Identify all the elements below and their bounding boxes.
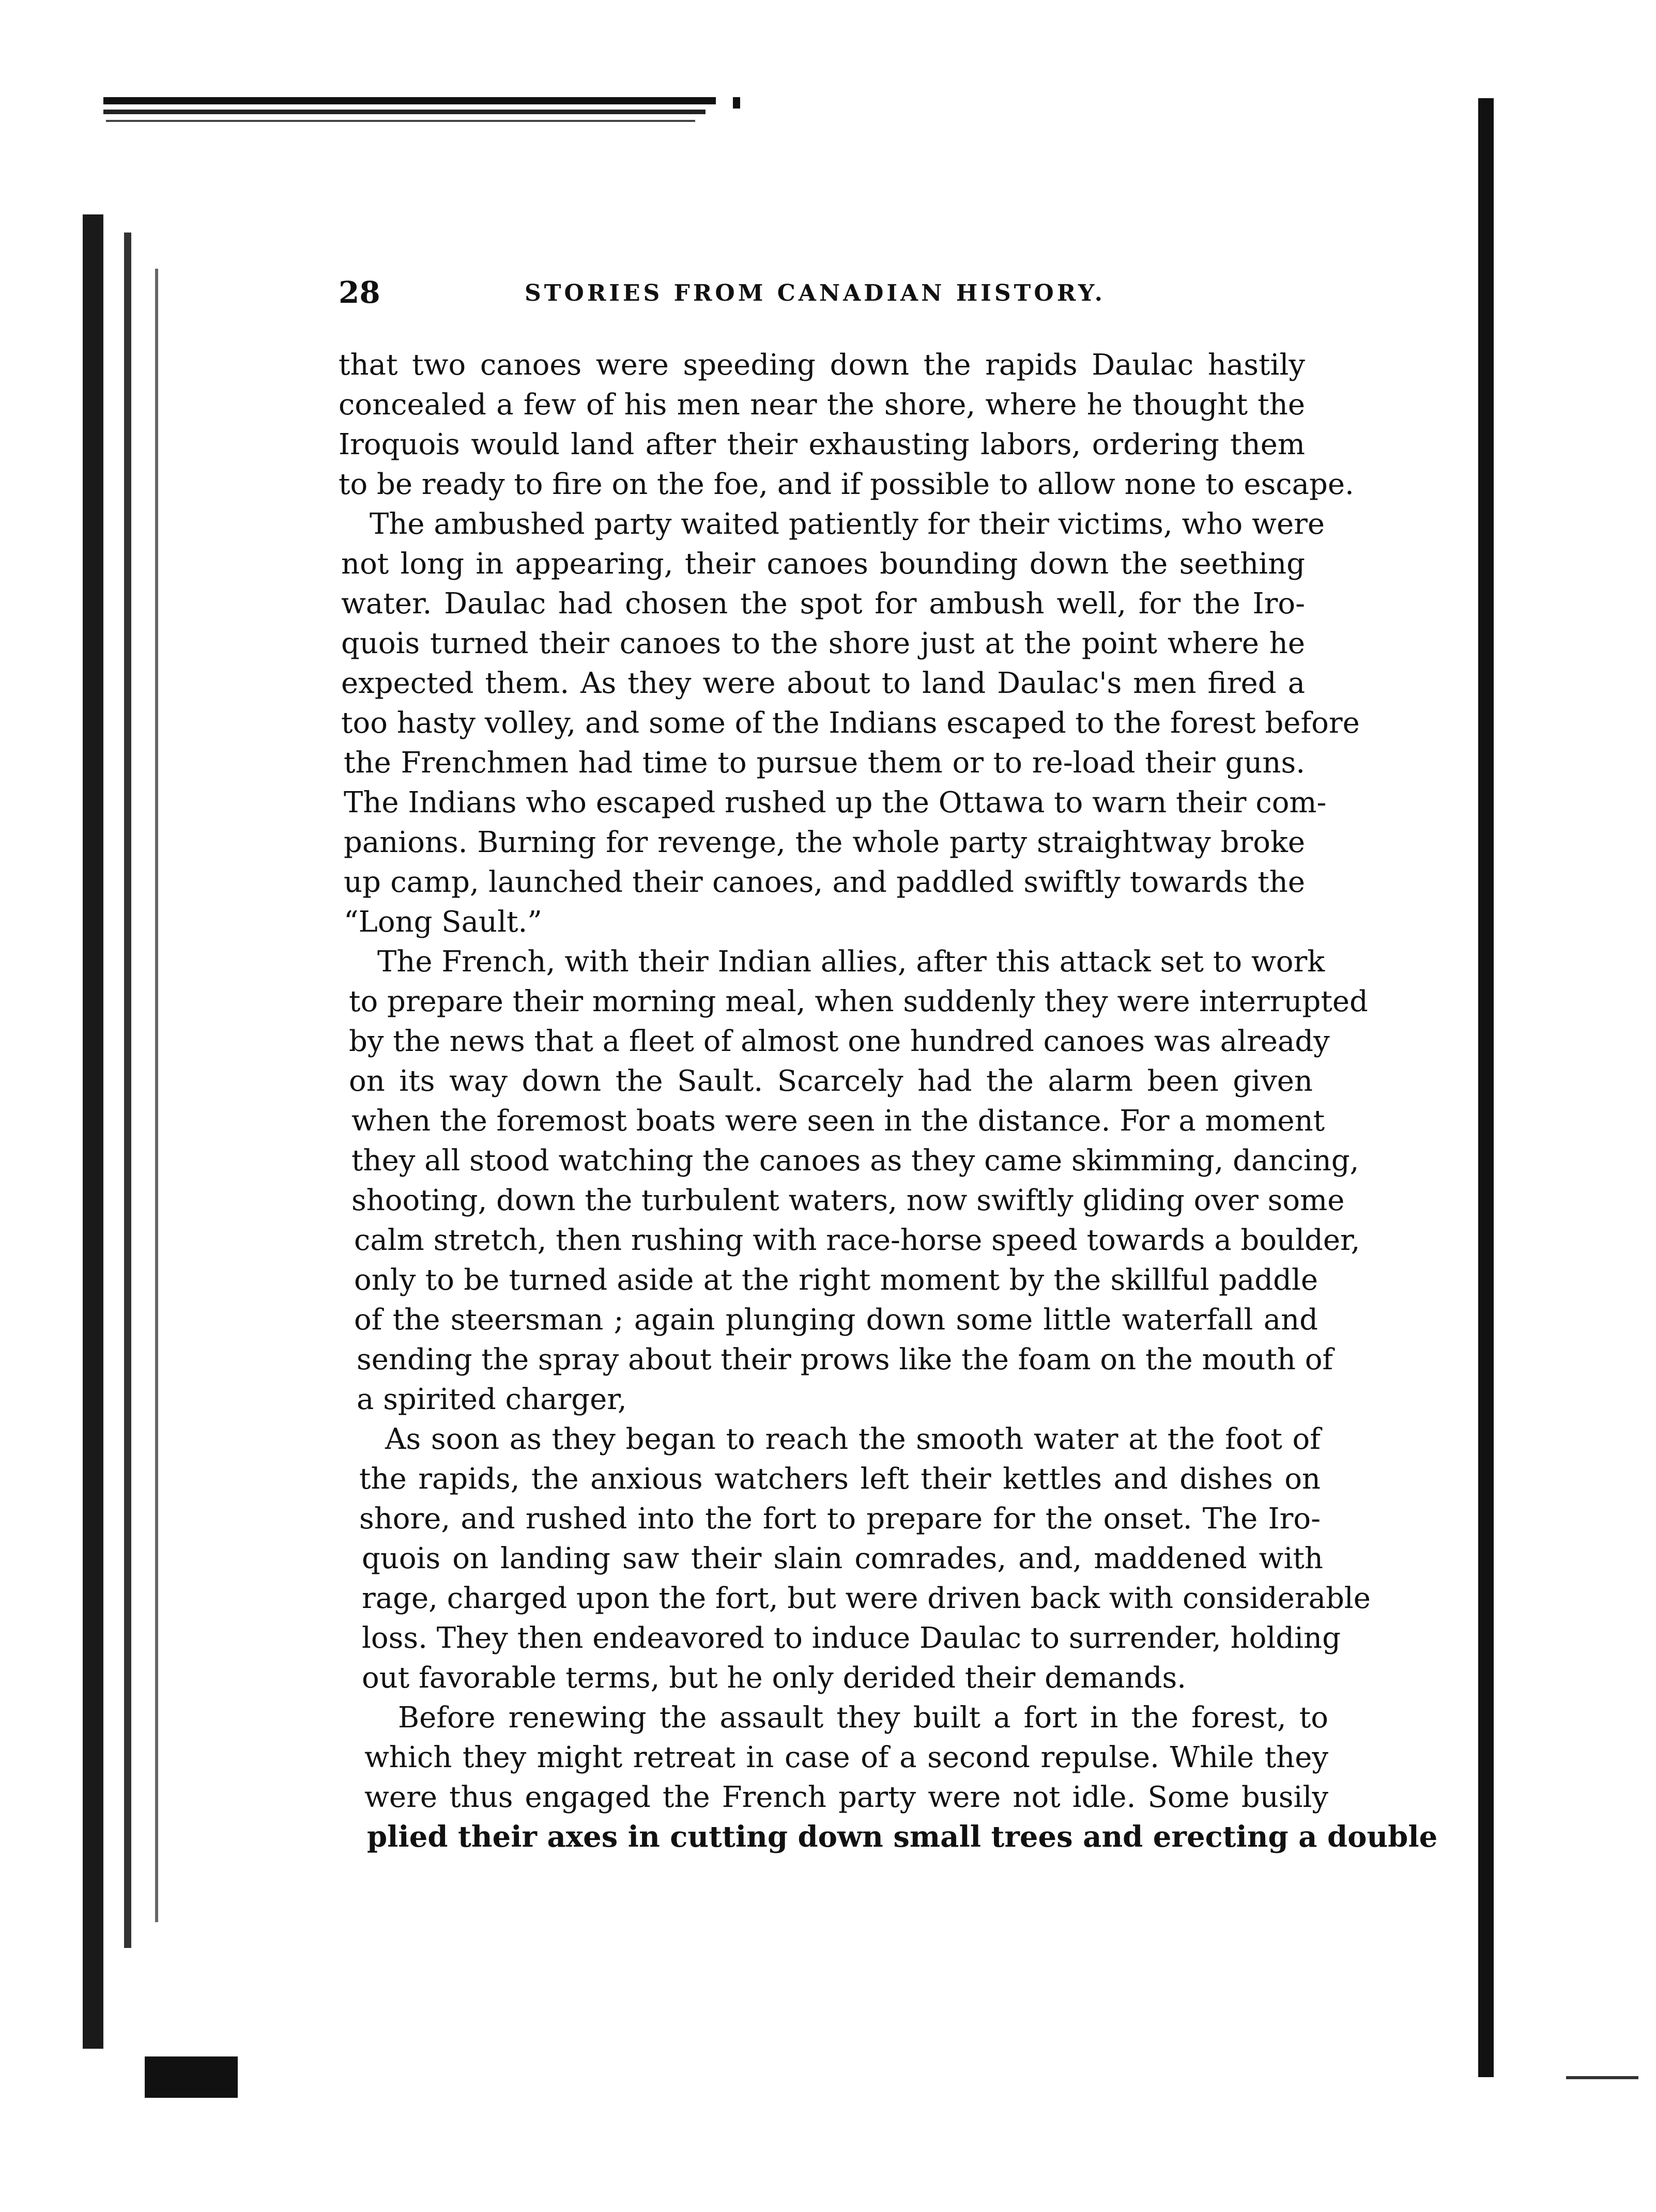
text-line: panions. Burning for revenge, the whole party straightway broke xyxy=(344,826,1305,859)
text-line: The Indians who escaped rushed up the Ottawa to warn their com- xyxy=(344,786,1327,819)
scan-mark xyxy=(1566,2076,1638,2079)
text-line: calm stretch, then rushing with race-horse speed towards a boulder, xyxy=(354,1224,1360,1257)
text-line: shore, and rushed into the fort to prepare for the onset. The Iro- xyxy=(359,1502,1321,1536)
paragraph xyxy=(339,1698,1438,1857)
text-line: when the foremost boats were seen in the distance. For a moment xyxy=(351,1104,1325,1138)
text-line: sending the spray about their prows like the foam on the mouth of xyxy=(357,1343,1333,1376)
text-line: were thus engaged the French party were not idle. Some busily xyxy=(364,1781,1328,1814)
text-line: water. Daulac had chosen the spot for ambush well, for the Iro- xyxy=(341,587,1305,621)
text-line: out favorable terms, but he only derided their demands. xyxy=(362,1661,1187,1695)
scan-binding-edge xyxy=(83,214,103,2049)
text-line: too hasty volley, and some of the Indians escaped to the forest before xyxy=(341,706,1360,740)
text-line: by the news that a fleet of almost one hundred canoes was already xyxy=(349,1025,1330,1058)
text-line: expected them. As they were about to land Daulac's men fired a xyxy=(341,667,1305,700)
scan-binding-edge xyxy=(155,269,158,1922)
scan-right-edge xyxy=(1478,98,1494,2077)
text-line: the Frenchmen had time to pursue them or to re-load their guns. xyxy=(344,746,1305,780)
scan-mark xyxy=(733,97,740,109)
scan-top-rule xyxy=(106,120,695,122)
text-line: concealed a few of his men near the shore, where he thought the xyxy=(339,388,1305,422)
text-line: plied their axes in cutting down small trees and erecting a double xyxy=(367,1820,1438,1854)
scan-top-rule xyxy=(103,110,706,114)
text-line: of the steersman ; again plunging down some little waterfall and xyxy=(354,1303,1318,1337)
text-line: rage, charged upon the fort, but were driven back with considerable xyxy=(362,1582,1371,1615)
page-number: 28 xyxy=(339,275,380,310)
text-line: that two canoes were speeding down the rapids Daulac hastily xyxy=(339,348,1305,382)
text-line: a spirited charger, xyxy=(357,1383,627,1416)
running-head xyxy=(339,275,1259,321)
text-line: As soon as they began to reach the smooth water at the foot of xyxy=(385,1422,1321,1456)
text-line: they all stood watching the canoes as they came skimming, dancing, xyxy=(351,1144,1359,1178)
scan-binding-edge xyxy=(124,233,131,1948)
text-line: not long in appearing, their canoes bounding down the seething xyxy=(341,547,1305,581)
text-line: the rapids, the anxious watchers left their kettles and dishes on xyxy=(359,1462,1321,1496)
text-line: quois turned their canoes to the shore just at the point where he xyxy=(341,627,1305,660)
text-line: The French, with their Indian allies, after this attack set to work xyxy=(377,945,1325,979)
text-line: Before renewing the assault they built a fort in the forest, to xyxy=(398,1701,1328,1735)
text-line: Iroquois would land after their exhausting labors, ordering them xyxy=(339,428,1305,461)
text-line: quois on landing saw their slain comrades, and, maddened with xyxy=(362,1542,1323,1575)
text-line: up camp, launched their canoes, and paddled swiftly towards the xyxy=(344,865,1305,899)
paragraph xyxy=(339,504,1360,942)
text-line: “Long Sault.” xyxy=(344,905,542,939)
text-line: on its way down the Sault. Scarcely had the alarm been given xyxy=(349,1064,1313,1098)
text-line: only to be turned aside at the right moment by the skillful paddle xyxy=(354,1263,1318,1297)
text-line: loss. They then endeavored to induce Daulac to surrender, holding xyxy=(362,1621,1341,1655)
text-line: to be ready to fire on the foe, and if possible to allow none to escape. xyxy=(339,468,1354,501)
paragraph xyxy=(339,345,1354,504)
text-line: shooting, down the turbulent waters, now swiftly gliding over some xyxy=(351,1184,1345,1217)
text-line: which they might retreat in case of a second repulse. While they xyxy=(364,1741,1328,1774)
body-text xyxy=(339,345,1438,1857)
paragraph xyxy=(339,942,1368,1419)
running-title: STORIES FROM CANADIAN HISTORY. xyxy=(525,280,1106,306)
text-line: to prepare their morning meal, when suddenly they were interrupted xyxy=(349,985,1368,1018)
scan-corner-shadow xyxy=(145,2056,238,2098)
text-line: The ambushed party waited patiently for their victims, who were xyxy=(370,507,1325,541)
scan-top-rule xyxy=(103,97,716,104)
paragraph xyxy=(339,1419,1371,1698)
